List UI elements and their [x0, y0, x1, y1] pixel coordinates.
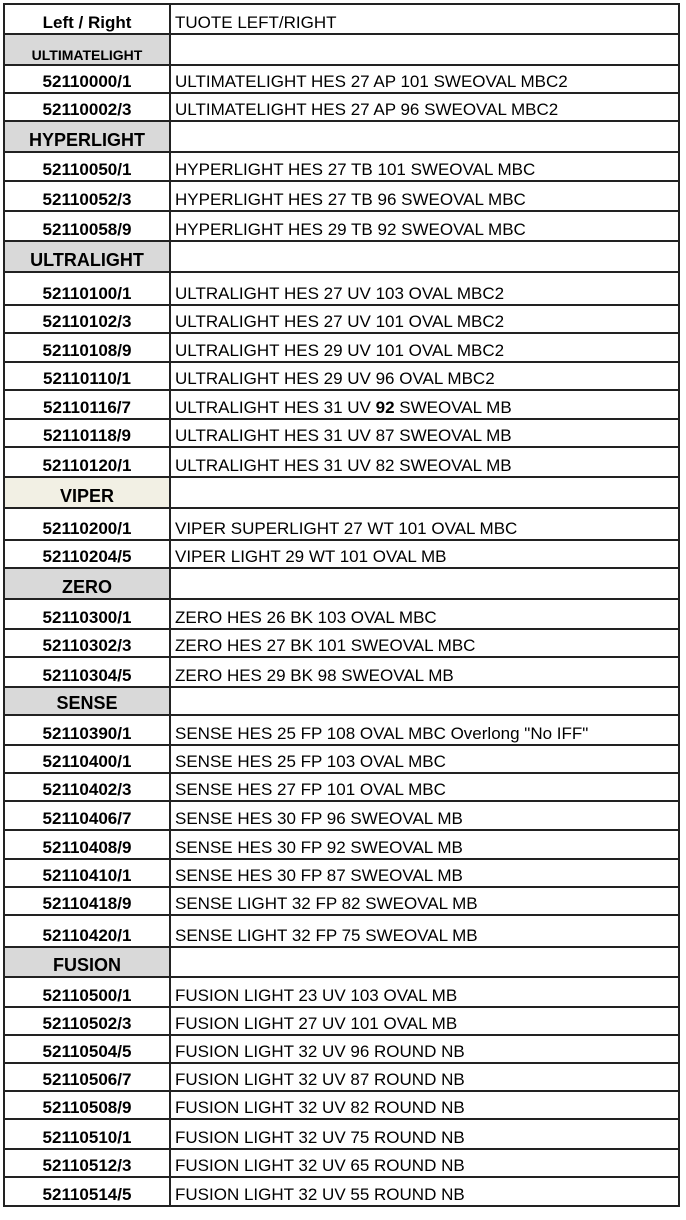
product-code: 52110420/1	[4, 915, 170, 947]
group-row-viper	[4, 477, 679, 508]
product-name: SENSE HES 27 FP 101 OVAL MBC	[170, 773, 679, 801]
table-row	[4, 1063, 679, 1091]
product-code: 52110000/1	[4, 65, 170, 93]
group-empty-cell	[170, 241, 679, 272]
table-row	[4, 745, 679, 773]
table-row	[4, 419, 679, 447]
group-title: SENSE	[4, 687, 170, 715]
table-row	[4, 773, 679, 801]
group-empty-cell	[170, 947, 679, 977]
product-code: 52110204/5	[4, 540, 170, 568]
table-row	[4, 715, 679, 745]
product-code: 52110400/1	[4, 745, 170, 773]
product-code: 52110300/1	[4, 599, 170, 629]
header-name-cell: TUOTE LEFT/RIGHT	[170, 4, 679, 34]
table-row	[4, 508, 679, 540]
product-code: 52110406/7	[4, 801, 170, 830]
product-code: 52110506/7	[4, 1063, 170, 1091]
table-row	[4, 830, 679, 859]
group-title: ZERO	[4, 568, 170, 599]
product-name: ULTRALIGHT HES 29 UV 101 OVAL MBC2	[170, 333, 679, 362]
table-row	[4, 390, 679, 419]
product-name: HYPERLIGHT HES 27 TB 96 SWEOVAL MBC	[170, 181, 679, 211]
table-row	[4, 447, 679, 477]
group-empty-cell	[170, 121, 679, 152]
product-name: ZERO HES 27 BK 101 SWEOVAL MBC	[170, 629, 679, 657]
product-code: 52110052/3	[4, 181, 170, 211]
product-code: 52110504/5	[4, 1035, 170, 1063]
table-row	[4, 540, 679, 568]
table-row	[4, 362, 679, 390]
table-row	[4, 801, 679, 830]
table-row	[4, 305, 679, 333]
product-name: FUSION LIGHT 32 UV 82 ROUND NB	[170, 1091, 679, 1119]
product-name: ULTIMATELIGHT HES 27 AP 101 SWEOVAL MBC2	[170, 65, 679, 93]
product-name: SENSE HES 30 FP 96 SWEOVAL MB	[170, 801, 679, 830]
product-name: VIPER SUPERLIGHT 27 WT 101 OVAL MBC	[170, 508, 679, 540]
product-code: 52110512/3	[4, 1149, 170, 1177]
header-code-cell: Left / Right	[4, 4, 170, 34]
product-name: ULTRALIGHT HES 31 UV 82 SWEOVAL MB	[170, 447, 679, 477]
product-name: FUSION LIGHT 32 UV 65 ROUND NB	[170, 1149, 679, 1177]
product-name: ZERO HES 26 BK 103 OVAL MBC	[170, 599, 679, 629]
table-row	[4, 977, 679, 1007]
table-row	[4, 152, 679, 181]
product-code: 52110502/3	[4, 1007, 170, 1035]
product-code: 52110100/1	[4, 272, 170, 305]
product-name	[170, 390, 679, 419]
product-code: 52110418/9	[4, 887, 170, 915]
product-name: FUSION LIGHT 27 UV 101 OVAL MB	[170, 1007, 679, 1035]
product-code: 52110402/3	[4, 773, 170, 801]
header-row	[4, 4, 679, 34]
product-name: FUSION LIGHT 23 UV 103 OVAL MB	[170, 977, 679, 1007]
table-row	[4, 1007, 679, 1035]
product-name-suffix: SWEOVAL MB	[394, 398, 512, 417]
product-name-highlight: 92	[375, 398, 395, 417]
group-row-ultralight	[4, 241, 679, 272]
group-row-ultimatelight	[4, 34, 679, 65]
product-name: VIPER LIGHT 29 WT 101 OVAL MB	[170, 540, 679, 568]
product-table	[3, 3, 680, 1207]
product-name: SENSE HES 30 FP 92 SWEOVAL MB	[170, 830, 679, 859]
table-row	[4, 859, 679, 887]
product-name: ULTRALIGHT HES 27 UV 101 OVAL MBC2	[170, 305, 679, 333]
product-name: HYPERLIGHT HES 29 TB 92 SWEOVAL MBC	[170, 211, 679, 241]
product-name: ULTIMATELIGHT HES 27 AP 96 SWEOVAL MBC2	[170, 93, 679, 121]
product-code: 52110108/9	[4, 333, 170, 362]
table-row	[4, 1035, 679, 1063]
group-title: FUSION	[4, 947, 170, 977]
group-row-sense	[4, 687, 679, 715]
group-empty-cell	[170, 477, 679, 508]
product-code: 52110508/9	[4, 1091, 170, 1119]
product-name: ZERO HES 29 BK 98 SWEOVAL MB	[170, 657, 679, 687]
product-code: 52110510/1	[4, 1119, 170, 1149]
product-name: SENSE HES 25 FP 103 OVAL MBC	[170, 745, 679, 773]
table-row	[4, 915, 679, 947]
product-code: 52110002/3	[4, 93, 170, 121]
table-row	[4, 629, 679, 657]
product-code: 52110408/9	[4, 830, 170, 859]
product-code: 52110302/3	[4, 629, 170, 657]
product-name: ULTRALIGHT HES 27 UV 103 OVAL MBC2	[170, 272, 679, 305]
group-title: HYPERLIGHT	[4, 121, 170, 152]
product-code: 52110118/9	[4, 419, 170, 447]
product-name: SENSE HES 25 FP 108 OVAL MBC Overlong "No IFF"	[170, 715, 679, 745]
table-row	[4, 93, 679, 121]
product-code: 52110500/1	[4, 977, 170, 1007]
group-empty-cell	[170, 687, 679, 715]
product-code: 52110110/1	[4, 362, 170, 390]
product-name: FUSION LIGHT 32 UV 87 ROUND NB	[170, 1063, 679, 1091]
group-row-hyperlight	[4, 121, 679, 152]
table-row	[4, 1119, 679, 1149]
product-code: 52110390/1	[4, 715, 170, 745]
table-row	[4, 181, 679, 211]
group-row-fusion	[4, 947, 679, 977]
product-name: ULTRALIGHT HES 29 UV 96 OVAL MBC2	[170, 362, 679, 390]
group-empty-cell	[170, 568, 679, 599]
product-name: SENSE LIGHT 32 FP 82 SWEOVAL MB	[170, 887, 679, 915]
product-name: SENSE HES 30 FP 87 SWEOVAL MB	[170, 859, 679, 887]
group-title: ULTIMATELIGHT	[4, 34, 170, 65]
table-row	[4, 1149, 679, 1177]
table-row	[4, 657, 679, 687]
product-name: FUSION LIGHT 32 UV 96 ROUND NB	[170, 1035, 679, 1063]
product-code: 52110120/1	[4, 447, 170, 477]
table-row	[4, 599, 679, 629]
table-row	[4, 1177, 679, 1206]
group-empty-cell	[170, 34, 679, 65]
product-name-prefix: ULTRALIGHT HES 31 UV	[175, 398, 376, 417]
group-row-zero	[4, 568, 679, 599]
product-code: 52110514/5	[4, 1177, 170, 1206]
table-row	[4, 272, 679, 305]
product-name: FUSION LIGHT 32 UV 75 ROUND NB	[170, 1119, 679, 1149]
table-row	[4, 65, 679, 93]
product-code: 52110200/1	[4, 508, 170, 540]
product-name: ULTRALIGHT HES 31 UV 87 SWEOVAL MB	[170, 419, 679, 447]
product-code: 52110058/9	[4, 211, 170, 241]
product-name: SENSE LIGHT 32 FP 75 SWEOVAL MB	[170, 915, 679, 947]
product-code: 52110304/5	[4, 657, 170, 687]
product-code: 52110410/1	[4, 859, 170, 887]
group-title: VIPER	[4, 477, 170, 508]
product-code: 52110102/3	[4, 305, 170, 333]
product-code: 52110050/1	[4, 152, 170, 181]
product-name: HYPERLIGHT HES 27 TB 101 SWEOVAL MBC	[170, 152, 679, 181]
table-row	[4, 1091, 679, 1119]
table-row	[4, 333, 679, 362]
table-row	[4, 887, 679, 915]
product-name: FUSION LIGHT 32 UV 55 ROUND NB	[170, 1177, 679, 1206]
table-row	[4, 211, 679, 241]
product-code: 52110116/7	[4, 390, 170, 419]
group-title: ULTRALIGHT	[4, 241, 170, 272]
